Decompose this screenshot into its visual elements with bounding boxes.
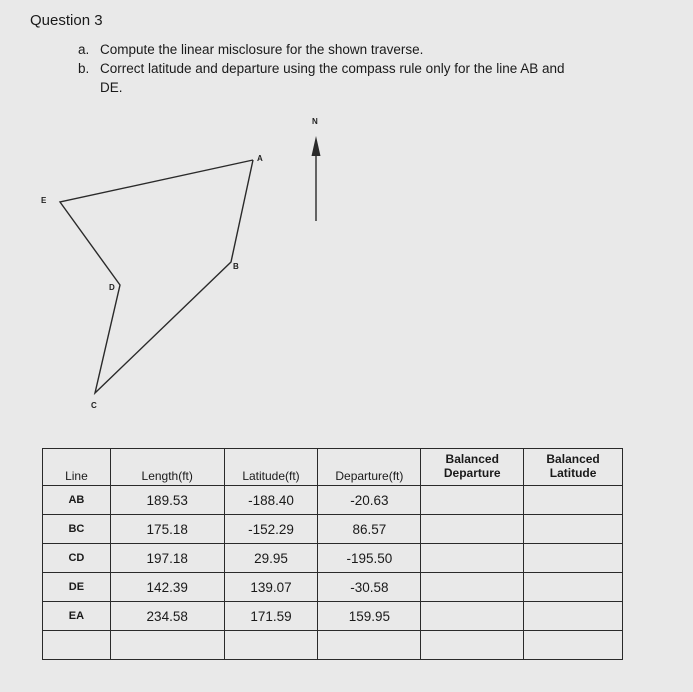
traverse-table [42,448,623,660]
item-text-continuation: DE. [100,80,123,95]
cell-balanced-departure [421,573,524,602]
cell-length: 175.18 [110,515,224,544]
cell-length: 234.58 [110,602,224,631]
header-line: Line [43,449,111,486]
cell-balanced-latitude [524,544,623,573]
table-row [43,486,623,515]
cell-length: 197.18 [110,544,224,573]
cell-balanced-departure [421,602,524,631]
table-row [43,631,623,660]
cell-line: BC [43,515,111,544]
cell-balanced-departure [421,631,524,660]
cell-departure: -195.50 [318,544,421,573]
point-label-d: D [109,283,115,292]
table-row [43,573,623,602]
cell-balanced-departure [421,486,524,515]
cell-departure: -20.63 [318,486,421,515]
cell-latitude: 171.59 [224,602,318,631]
cell-balanced-latitude [524,573,623,602]
north-arrow-icon [312,136,321,221]
cell-line: AB [43,486,111,515]
cell-departure: 159.95 [318,602,421,631]
item-text: Correct latitude and departure using the compass rule only for the line AB and [100,61,565,76]
cell-balanced-latitude [524,486,623,515]
cell-balanced-latitude [524,631,623,660]
cell-line: EA [43,602,111,631]
item-marker: a. [78,42,90,57]
point-label-b: B [233,262,239,271]
cell-latitude: 29.95 [224,544,318,573]
cell-balanced-departure [421,515,524,544]
question-title: Question 3 [30,12,103,29]
table-row [43,515,623,544]
cell-line: CD [43,544,111,573]
item-text: Compute the linear misclosure for the shown traverse. [100,42,424,57]
north-label: N [312,117,318,126]
table-row [43,602,623,631]
cell-line [43,631,111,660]
point-label-e: E [41,196,47,205]
table-row [43,544,623,573]
cell-balanced-latitude [524,602,623,631]
cell-length: 142.39 [110,573,224,602]
header-length: Length(ft) [110,449,224,486]
cell-latitude [224,631,318,660]
cell-departure [318,631,421,660]
cell-length: 189.53 [110,486,224,515]
point-label-c: C [91,401,97,410]
cell-latitude: -188.40 [224,486,318,515]
cell-balanced-departure [421,544,524,573]
item-marker: b. [78,61,90,76]
header-balanced-departure: Balanced Departure [421,449,524,486]
table-header-row [43,449,623,486]
header-balanced-latitude: Balanced Latitude [524,449,623,486]
cell-latitude: -152.29 [224,515,318,544]
cell-latitude: 139.07 [224,573,318,602]
cell-balanced-latitude [524,515,623,544]
cell-length [110,631,224,660]
header-departure: Departure(ft) [318,449,421,486]
header-latitude: Latitude(ft) [224,449,318,486]
point-label-a: A [257,154,263,163]
cell-departure: 86.57 [318,515,421,544]
cell-departure: -30.58 [318,573,421,602]
cell-line: DE [43,573,111,602]
traverse-polygon [60,160,253,393]
